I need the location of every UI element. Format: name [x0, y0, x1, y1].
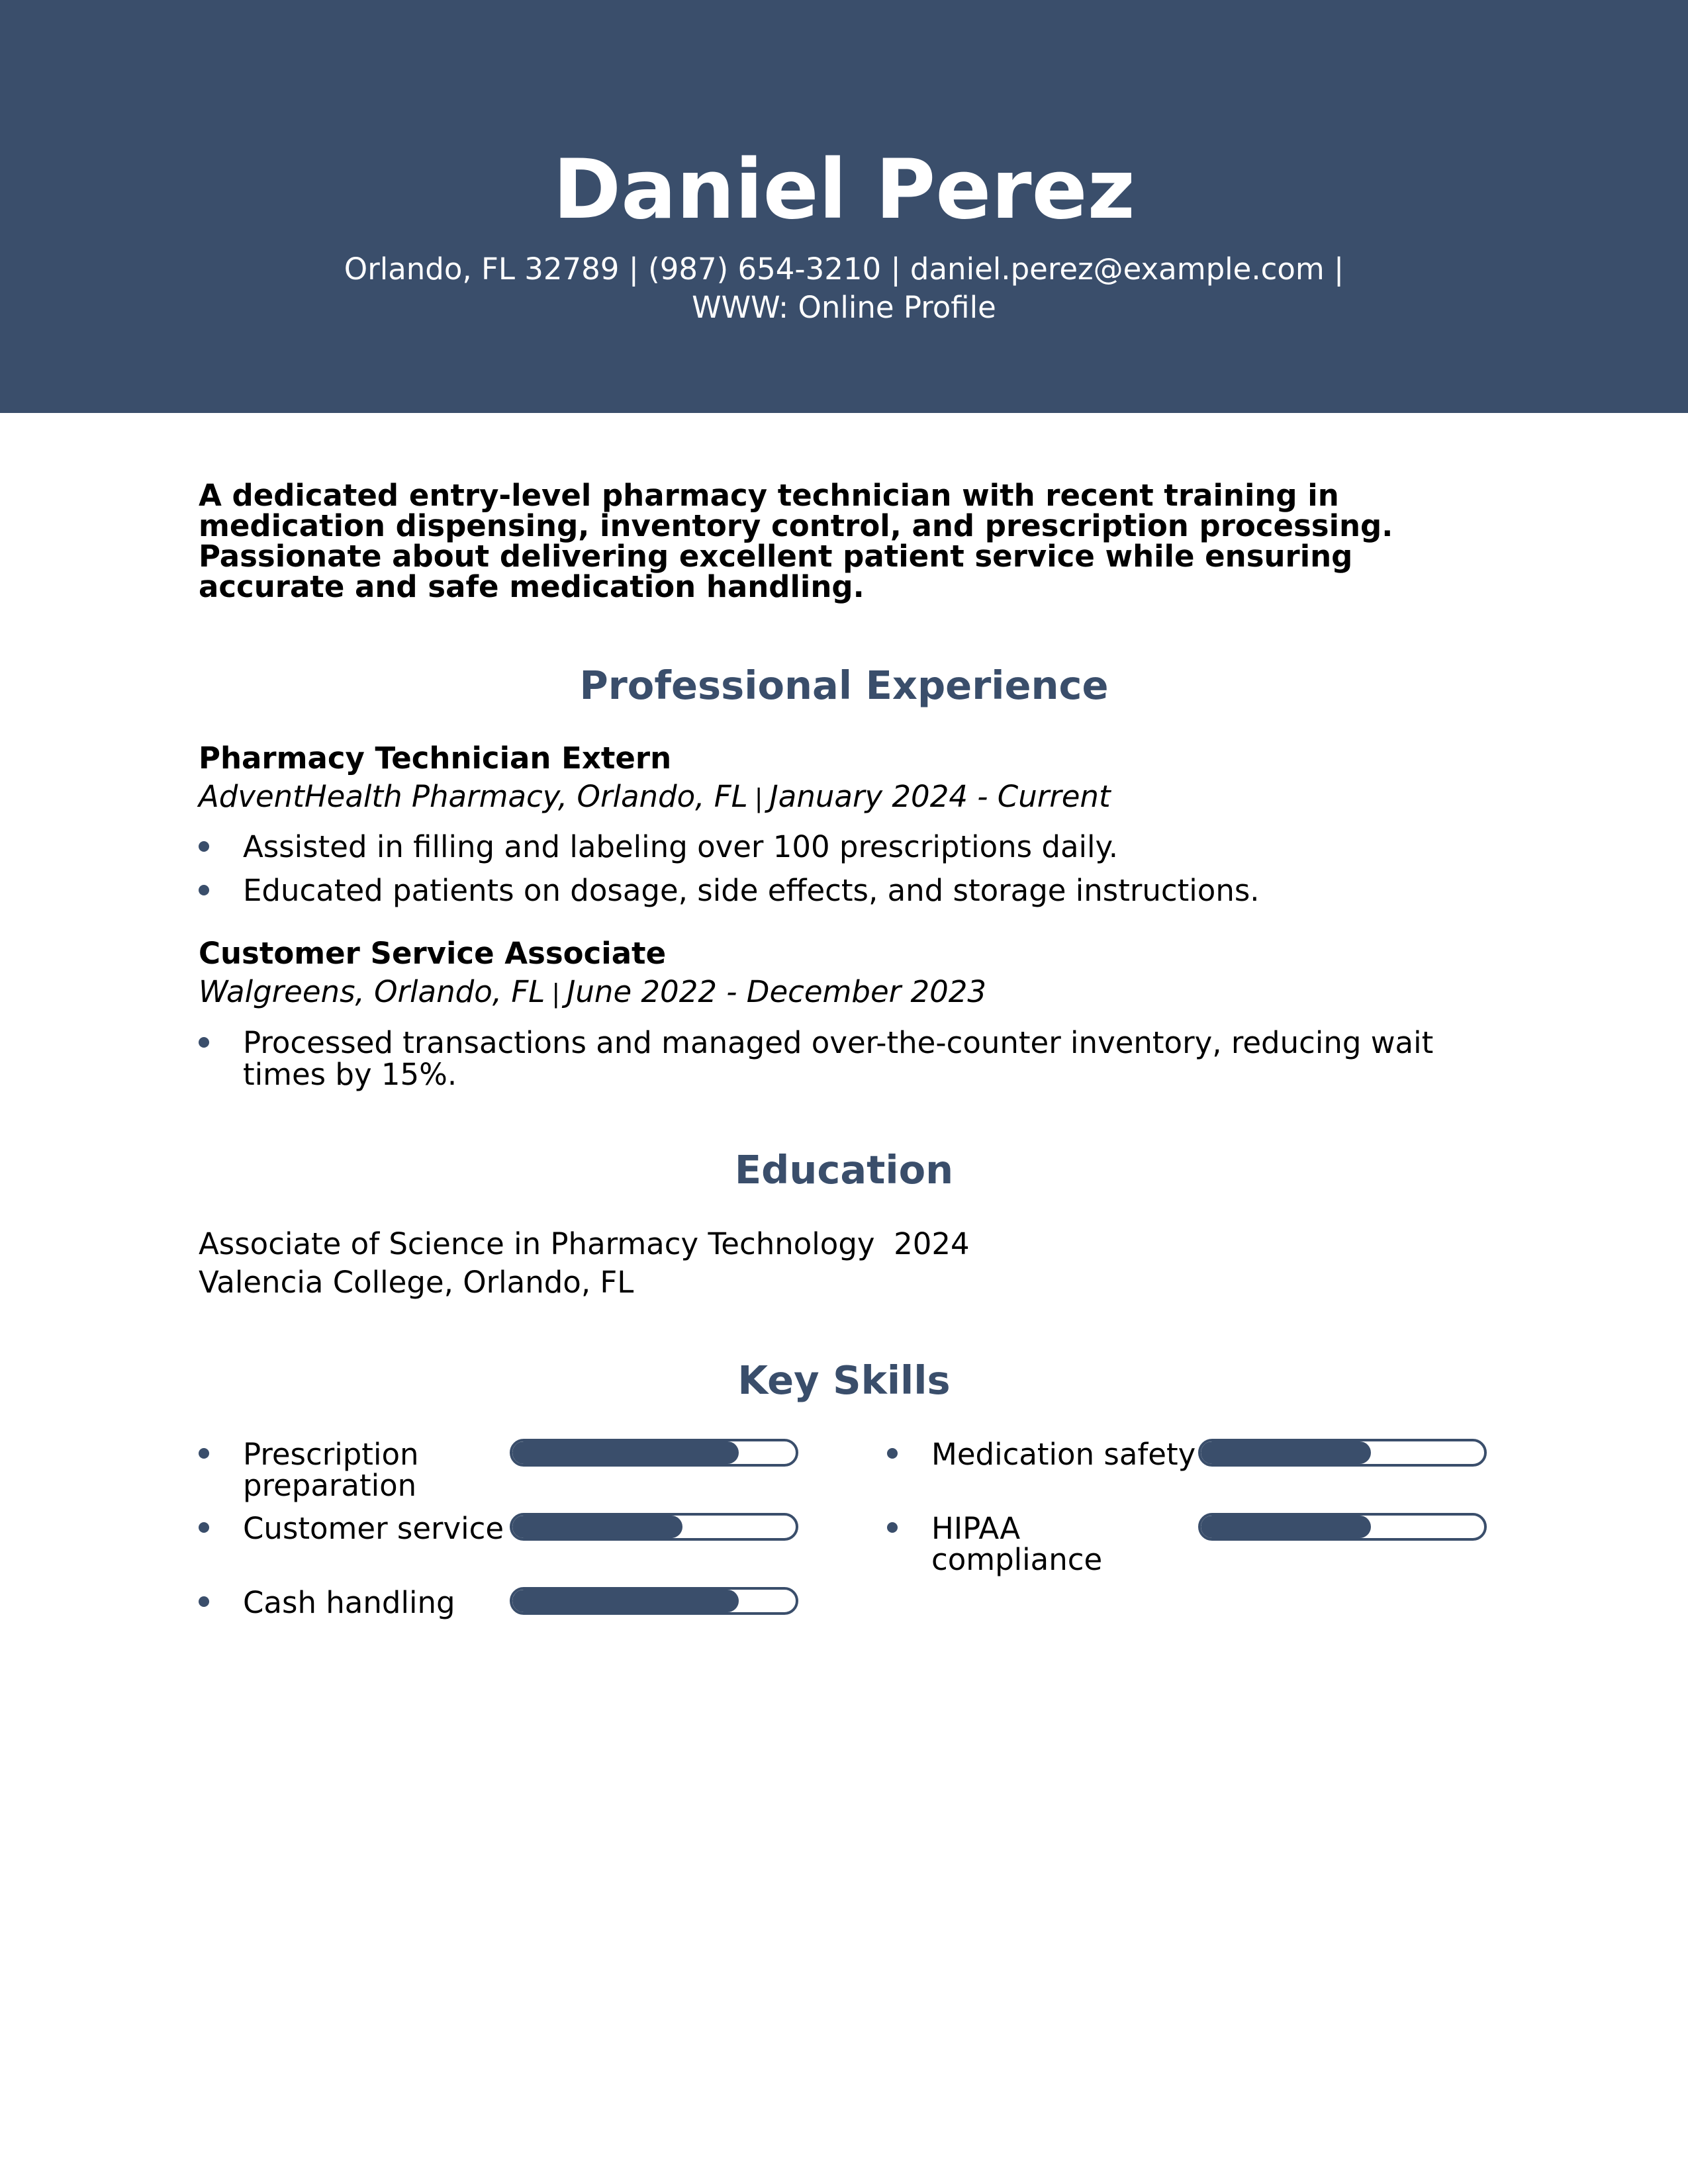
education-degree: Associate of Science in Pharmacy Technology	[199, 1226, 875, 1261]
skill-level-fill	[1201, 1441, 1371, 1464]
skill-level-bar	[1198, 1439, 1487, 1467]
candidate-name: Daniel Perez	[553, 142, 1135, 238]
job-title: Customer Service Associate	[199, 936, 667, 971]
profile-link[interactable]: WWW: Online Profile	[692, 290, 996, 325]
skill-label: Cash handling	[243, 1585, 455, 1620]
contact-info	[0, 250, 1688, 327]
skill-label: Prescription preparation	[243, 1437, 419, 1503]
skill-level-fill	[1201, 1516, 1371, 1538]
job-separator: |	[754, 784, 763, 813]
skills-heading: Key Skills	[737, 1357, 951, 1403]
skill-level-bar	[510, 1439, 798, 1467]
bullet-icon	[887, 1522, 898, 1533]
bullet-icon	[199, 1596, 209, 1607]
skill-level-bar	[510, 1513, 798, 1541]
skill-level-fill	[512, 1590, 739, 1612]
skill-level-bar	[510, 1587, 798, 1615]
job-title: Pharmacy Technician Extern	[199, 741, 672, 776]
header-banner	[0, 0, 1688, 413]
job-separator: |	[551, 979, 561, 1008]
job-company-dates	[199, 974, 986, 1012]
bullet-text: Processed transactions and managed over-the-counter inventory, reducing wait times by 15%.	[243, 1025, 1434, 1092]
job-company: Walgreens, Orlando, FL	[199, 974, 545, 1009]
job-dates: January 2024 - Current	[769, 779, 1111, 814]
skill-label: Medication safety	[931, 1437, 1196, 1472]
job-company-dates	[199, 778, 1111, 817]
job-dates: June 2022 - December 2023	[567, 974, 986, 1009]
education-year: 2024	[894, 1226, 970, 1261]
skill-level-fill	[512, 1516, 682, 1538]
bullet-text: Educated patients on dosage, side effects, and storage instructions.	[243, 873, 1260, 908]
education-degree-line	[199, 1225, 970, 1263]
skill-label: HIPAA compliance	[931, 1511, 1103, 1577]
professional-summary: A dedicated entry-level pharmacy technician with recent training in medication dispensing, inventory control, and prescription processing. Passionate about delivering excellent patient service while ensuring accurate and safe medication handling.	[199, 478, 1393, 604]
contact-line: Orlando, FL 32789 | (987) 654-3210 | daniel.perez@example.com |	[344, 251, 1344, 287]
bullet-text: Assisted in filling and labeling over 100 prescriptions daily.	[243, 829, 1119, 864]
skill-level-bar	[1198, 1513, 1487, 1541]
bullet-icon	[887, 1448, 898, 1459]
bullet-icon	[199, 1448, 209, 1459]
skill-level-fill	[512, 1441, 739, 1464]
job-company: AdventHealth Pharmacy, Orlando, FL	[199, 779, 748, 814]
bullet-icon	[199, 841, 209, 852]
bullet-icon	[199, 1037, 209, 1048]
education-school: Valencia College, Orlando, FL	[199, 1265, 634, 1300]
bullet-icon	[199, 885, 209, 895]
experience-heading: Professional Experience	[579, 662, 1109, 708]
education-heading: Education	[734, 1147, 954, 1193]
skill-label: Customer service	[243, 1511, 504, 1546]
bullet-icon	[199, 1522, 209, 1533]
